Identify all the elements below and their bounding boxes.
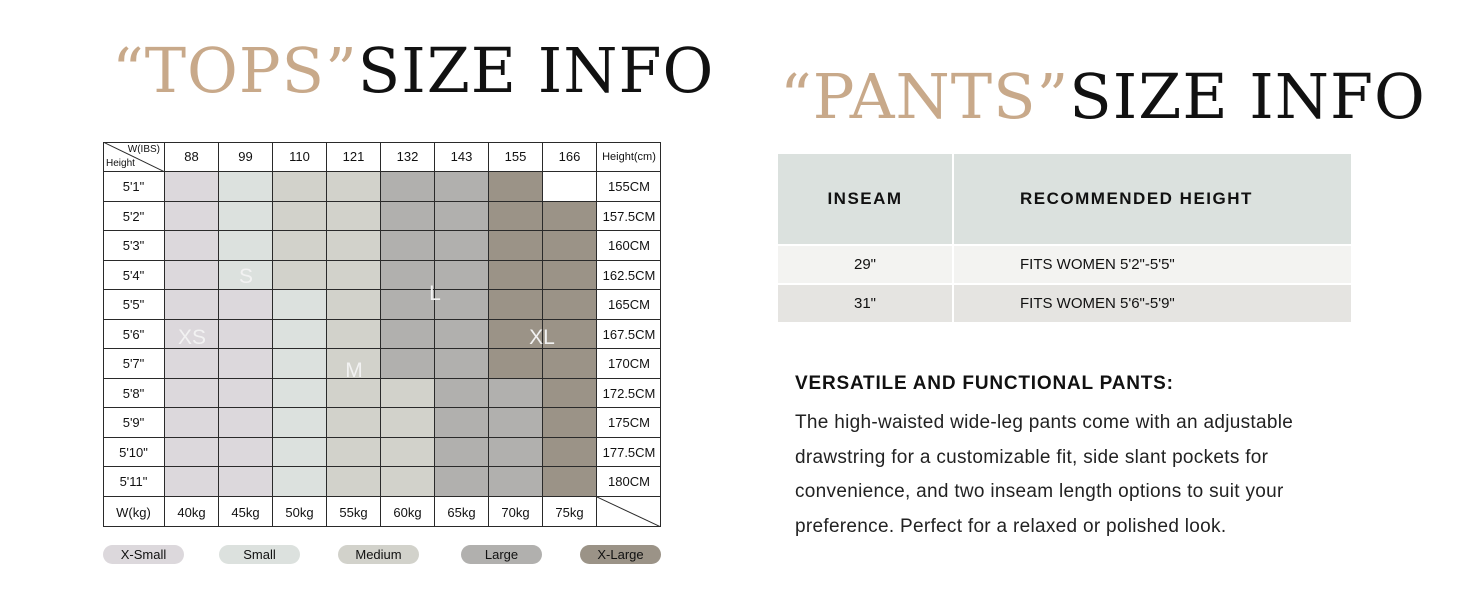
recommended-height-header: RECOMMENDED HEIGHT xyxy=(954,154,1351,244)
size-cell xyxy=(489,231,543,261)
size-cell xyxy=(327,172,381,202)
size-cell xyxy=(435,408,489,438)
size-cell xyxy=(435,379,489,408)
size-cell xyxy=(381,231,435,261)
size-cell xyxy=(219,320,273,349)
legend-pill: Medium xyxy=(338,545,419,564)
weight-kg-value: 65kg xyxy=(435,497,489,527)
weight-lbs-header: 166 xyxy=(543,142,597,172)
size-cell xyxy=(381,320,435,349)
size-zone-label: L xyxy=(429,282,441,305)
size-cell xyxy=(273,467,327,497)
size-cell xyxy=(165,231,219,261)
size-cell xyxy=(489,290,543,320)
size-cell xyxy=(219,172,273,202)
size-cell xyxy=(327,290,381,320)
size-cell xyxy=(273,261,327,290)
pants-table-header xyxy=(778,154,1351,244)
size-cell xyxy=(273,408,327,438)
size-cell xyxy=(435,320,489,349)
size-cell xyxy=(435,438,489,467)
size-cell xyxy=(435,231,489,261)
tops-title-quote: “TOPS” xyxy=(112,34,358,107)
size-cell xyxy=(381,290,435,320)
size-cell xyxy=(219,231,273,261)
size-cell xyxy=(273,379,327,408)
height-cm-label: 177.5CM xyxy=(597,438,661,467)
height-ft-label: 5'3" xyxy=(103,231,165,261)
size-cell xyxy=(489,261,543,290)
height-cm-label: 172.5CM xyxy=(597,379,661,408)
size-cell xyxy=(381,408,435,438)
size-cell xyxy=(219,408,273,438)
size-cell xyxy=(435,349,489,379)
kg-row-blank xyxy=(597,497,661,527)
size-zone-label: S xyxy=(238,265,254,288)
size-cell xyxy=(543,172,597,202)
height-ft-label: 5'5" xyxy=(103,290,165,320)
size-cell xyxy=(165,172,219,202)
corner-header xyxy=(103,142,165,172)
weight-lbs-header: 121 xyxy=(327,142,381,172)
size-cell xyxy=(489,467,543,497)
size-cell xyxy=(165,408,219,438)
weight-kg-label: W(kg) xyxy=(103,497,165,527)
legend-pill: X-Large xyxy=(580,545,661,564)
weight-kg-value: 45kg xyxy=(219,497,273,527)
size-cell xyxy=(543,408,597,438)
height-cm-label: 167.5CM xyxy=(597,320,661,349)
size-cell xyxy=(543,379,597,408)
size-cell xyxy=(327,408,381,438)
size-cell xyxy=(489,349,543,379)
height-cm-label: 162.5CM xyxy=(597,261,661,290)
size-cell xyxy=(219,290,273,320)
size-cell xyxy=(219,438,273,467)
size-zone-label: XL xyxy=(529,326,555,349)
tops-size-chart xyxy=(103,142,661,527)
size-cell xyxy=(489,408,543,438)
height-ft-label: 5'6" xyxy=(103,320,165,349)
size-cell xyxy=(381,379,435,408)
height-ft-label: 5'1" xyxy=(103,172,165,202)
size-cell xyxy=(543,438,597,467)
weight-kg-value: 70kg xyxy=(489,497,543,527)
description-heading: VERSATILE AND FUNCTIONAL PANTS: xyxy=(795,373,1174,394)
legend-pill: Large xyxy=(461,545,542,564)
size-cell xyxy=(543,290,597,320)
size-cell xyxy=(543,349,597,379)
size-cell xyxy=(273,290,327,320)
legend-pill: Small xyxy=(219,545,300,564)
tops-title-rest: SIZE INFO xyxy=(357,34,715,107)
pants-table-row xyxy=(778,246,1351,283)
recommended-height-value: FITS WOMEN 5'2"-5'5" xyxy=(954,246,1351,283)
size-cell xyxy=(165,349,219,379)
size-cell xyxy=(327,231,381,261)
corner-height-label: Height xyxy=(106,158,135,169)
size-cell xyxy=(165,467,219,497)
weight-kg-value: 60kg xyxy=(381,497,435,527)
height-cm-label: 180CM xyxy=(597,467,661,497)
size-cell xyxy=(327,438,381,467)
size-cell xyxy=(543,202,597,231)
size-cell xyxy=(435,467,489,497)
size-cell xyxy=(273,231,327,261)
tops-size-info-title xyxy=(112,34,715,107)
size-cell xyxy=(327,467,381,497)
size-cell xyxy=(381,438,435,467)
size-cell xyxy=(327,261,381,290)
size-cell xyxy=(165,438,219,467)
recommended-height-value: FITS WOMEN 5'6"-5'9" xyxy=(954,285,1351,322)
size-cell xyxy=(219,379,273,408)
pants-title-rest: SIZE INFO xyxy=(1069,60,1426,133)
size-cell xyxy=(543,261,597,290)
size-cell xyxy=(327,320,381,349)
size-cell xyxy=(543,231,597,261)
weight-kg-value: 50kg xyxy=(273,497,327,527)
height-cm-label: 160CM xyxy=(597,231,661,261)
size-cell xyxy=(273,202,327,231)
inseam-value: 29" xyxy=(778,246,952,283)
size-cell xyxy=(489,202,543,231)
blank-diagonal xyxy=(597,497,661,527)
size-cell xyxy=(219,349,273,379)
size-cell xyxy=(165,202,219,231)
height-ft-label: 5'10" xyxy=(103,438,165,467)
size-cell xyxy=(435,290,489,320)
size-cell xyxy=(543,467,597,497)
description-body: The high-waisted wide-leg pants come with an adjustable drawstring for a customizable fit, side slant pockets for convenience, and two inseam length options to suit your preference. Perfect for a relaxed or polished look. xyxy=(795,412,1294,537)
height-ft-label: 5'8" xyxy=(103,379,165,408)
size-cell xyxy=(381,467,435,497)
size-cell xyxy=(381,202,435,231)
size-cell xyxy=(435,172,489,202)
height-ft-label: 5'9" xyxy=(103,408,165,438)
legend-pill: X-Small xyxy=(103,545,184,564)
weight-lbs-header: 132 xyxy=(381,142,435,172)
height-ft-label: 5'2" xyxy=(103,202,165,231)
pants-size-info-title xyxy=(780,60,1426,133)
corner-weight-label: W(IBS) xyxy=(127,144,160,155)
size-cell xyxy=(381,261,435,290)
size-cell xyxy=(489,172,543,202)
size-cell xyxy=(489,438,543,467)
height-cm-label: 175CM xyxy=(597,408,661,438)
height-cm-label: 165CM xyxy=(597,290,661,320)
size-cell xyxy=(219,202,273,231)
size-cell xyxy=(273,172,327,202)
weight-kg-value: 55kg xyxy=(327,497,381,527)
height-cm-label: 170CM xyxy=(597,349,661,379)
size-cell xyxy=(327,202,381,231)
height-ft-label: 5'7" xyxy=(103,349,165,379)
height-cm-label: 155CM xyxy=(597,172,661,202)
size-cell xyxy=(219,467,273,497)
size-cell xyxy=(165,379,219,408)
size-cell xyxy=(435,261,489,290)
size-cell xyxy=(435,202,489,231)
height-cm-header: Height(cm) xyxy=(597,142,661,172)
height-cm-label: 157.5CM xyxy=(597,202,661,231)
size-cell xyxy=(273,438,327,467)
size-cell xyxy=(273,349,327,379)
size-cell xyxy=(273,320,327,349)
pants-table-row xyxy=(778,285,1351,322)
pants-title-quote: “PANTS” xyxy=(780,60,1070,133)
weight-lbs-header: 110 xyxy=(273,142,327,172)
size-zone-label: M xyxy=(345,359,363,382)
size-cell xyxy=(165,290,219,320)
inseam-header: INSEAM xyxy=(778,154,952,244)
size-cell xyxy=(489,379,543,408)
weight-lbs-header: 99 xyxy=(219,142,273,172)
size-cell xyxy=(381,172,435,202)
weight-lbs-header: 88 xyxy=(165,142,219,172)
size-cell xyxy=(381,349,435,379)
weight-kg-value: 40kg xyxy=(165,497,219,527)
inseam-value: 31" xyxy=(778,285,952,322)
size-zone-label: XS xyxy=(177,326,207,349)
size-cell xyxy=(165,261,219,290)
height-ft-label: 5'4" xyxy=(103,261,165,290)
size-cell xyxy=(327,379,381,408)
weight-lbs-header: 155 xyxy=(489,142,543,172)
height-ft-label: 5'11" xyxy=(103,467,165,497)
weight-lbs-header: 143 xyxy=(435,142,489,172)
weight-kg-value: 75kg xyxy=(543,497,597,527)
